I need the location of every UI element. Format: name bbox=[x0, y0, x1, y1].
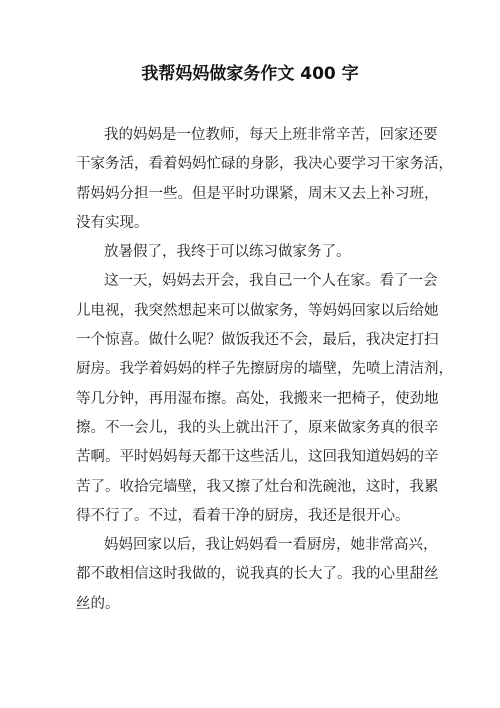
paragraph-3-line-5: 等几分钟，再用湿布擦。高处，我搬来一把椅子，使劲地 bbox=[76, 390, 439, 407]
paragraph-4-line-1: 妈妈回家以后，我让妈妈看一看厨房，她非常高兴， bbox=[104, 537, 438, 554]
paragraph-2-line-1: 放暑假了，我终于可以练习做家务了。 bbox=[104, 244, 351, 261]
article-body bbox=[76, 121, 453, 619]
paragraph-1-line-1: 我的妈妈是一位教师，每天上班非常辛苦，回家还要 bbox=[104, 127, 438, 143]
paragraph-3-line-7: 苦啊。平时妈妈每天都干这些活儿，这回我知道妈妈的辛 bbox=[76, 449, 439, 466]
paragraph-3-line-6: 擦。不一会儿，我的头上就出汗了，原来做家务真的很辛 bbox=[76, 419, 439, 436]
paragraph-4-line-3: 丝的。 bbox=[76, 595, 120, 612]
paragraph-4-line-2: 都不敢相信这时我做的，说我真的长大了。我的心里甜丝 bbox=[76, 566, 439, 583]
paragraph-1-line-4: 没有实现。 bbox=[76, 214, 149, 231]
paragraph-3-line-9: 得不行了。不过，看着干净的厨房，我还是很开心。 bbox=[76, 507, 410, 524]
paragraph-1-line-2: 干家务活，看着妈妈忙碌的身影，我决心要学习干家务活， bbox=[76, 156, 453, 173]
paragraph-3-line-2: 儿电视，我突然想起来可以做家务，等妈妈回家以后给她 bbox=[76, 302, 439, 319]
document-title: 我帮妈妈做家务作文 400 字 bbox=[141, 64, 359, 84]
paragraph-3-line-1: 这一天，妈妈去开会，我自己一个人在家。看了一会 bbox=[104, 273, 438, 290]
paragraph-3-line-4: 厨房。我学着妈妈的样子先擦厨房的墙壁，先喷上清洁剂， bbox=[76, 361, 453, 378]
paragraph-1-line-3: 帮妈妈分担一些。但是平时功课紧，周末又去上补习班， bbox=[76, 185, 439, 202]
paragraph-3-line-8: 苦了。收拾完墙壁，我又擦了灶台和洗碗池，这时，我累 bbox=[76, 478, 439, 495]
paragraph-3-line-3: 一个惊喜。做什么呢？做饭我还不会，最后，我决定打扫 bbox=[76, 332, 439, 349]
